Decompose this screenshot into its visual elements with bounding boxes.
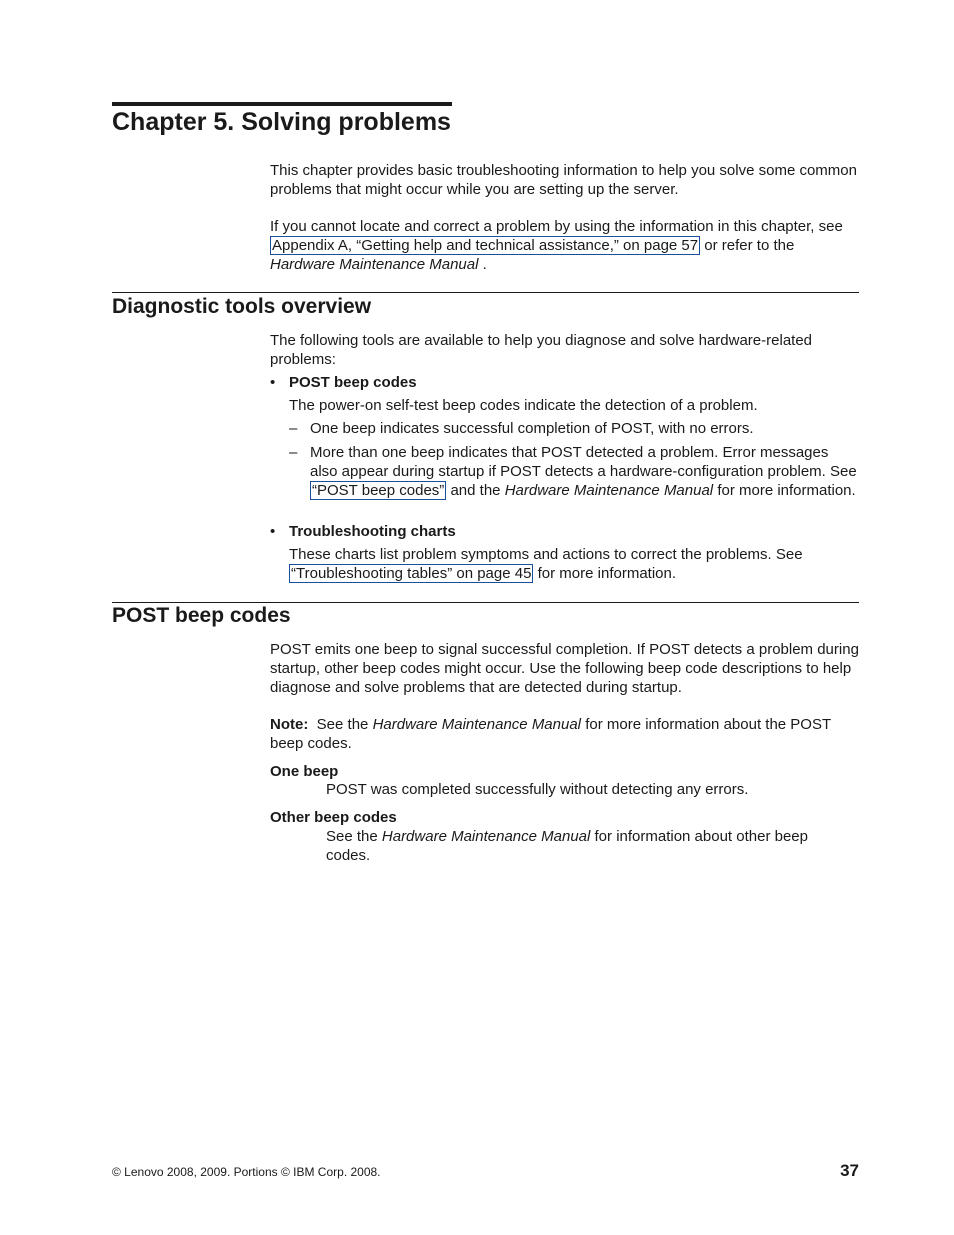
chapter-reference-pre: If you cannot locate and correct a problem by using the information in this chapter, see bbox=[270, 218, 843, 235]
chapter-reference-end: . bbox=[482, 256, 487, 273]
post-intro: POST emits one beep to signal successful completion. If POST detects a problem during startup, other beep codes might occur. Use the following beep code descriptions to help diagnose and solve problems that are detected during startup. bbox=[270, 641, 859, 696]
diagnostic-section-rule bbox=[112, 292, 859, 293]
chapter-reference-mid: or refer to the bbox=[704, 237, 795, 254]
other-end: for information about other beep codes. bbox=[326, 828, 808, 864]
troubleshooting-charts-desc bbox=[289, 545, 849, 583]
chapter-intro-text: This chapter provides basic troubleshooting information to help you solve some common problems that might occur while you are setting up the server. bbox=[270, 162, 857, 198]
hardware-manual-title: Hardware Maintenance Manual bbox=[381, 828, 591, 845]
chapter-title: Chapter 5. Solving problems bbox=[112, 108, 451, 136]
bullet-glyph: • bbox=[270, 523, 276, 540]
post-beep-codes-item-title: POST beep codes bbox=[289, 374, 417, 391]
note-end: for more information about the POST beep codes. bbox=[270, 716, 831, 752]
note-pre: See the bbox=[316, 716, 369, 733]
appendix-a-link[interactable]: Appendix A, “Getting help and technical assistance,” on page 57 bbox=[272, 237, 699, 254]
diagnostic-section-title: Diagnostic tools overview bbox=[112, 295, 372, 318]
bullet-glyph: • bbox=[270, 374, 276, 391]
hardware-manual-title: Hardware Maintenance Manual bbox=[504, 482, 714, 499]
post-beep-codes-link[interactable]: “POST beep codes” bbox=[312, 482, 445, 499]
diagnostic-intro: The following tools are available to help you diagnose and solve hardware-related problems: bbox=[270, 332, 813, 368]
other-pre: See the bbox=[326, 828, 378, 845]
post-note bbox=[270, 715, 860, 753]
troubleshooting-charts-item-title: Troubleshooting charts bbox=[289, 523, 456, 540]
multiple-beeps-end: for more information. bbox=[717, 482, 856, 499]
multiple-beeps-mid: and the bbox=[450, 482, 501, 499]
troubleshooting-charts-end: for more information. bbox=[537, 565, 677, 582]
copyright-footer: © Lenovo 2008, 2009. Portions © IBM Corp. 2008. bbox=[112, 1165, 381, 1179]
page-number: 37 bbox=[840, 1161, 859, 1180]
other-beep-codes-desc bbox=[326, 827, 856, 865]
chapter-intro-paragraph bbox=[270, 161, 860, 199]
post-section-title: POST beep codes bbox=[112, 604, 291, 627]
post-section-rule bbox=[112, 602, 859, 603]
note-label: Note: bbox=[270, 716, 309, 733]
dash-glyph: – bbox=[289, 420, 298, 437]
post-beep-codes-item-desc: The power-on self-test beep codes indicate the detection of a problem. bbox=[289, 397, 758, 414]
multiple-beeps-item bbox=[310, 443, 860, 500]
hardware-manual-title: Hardware Maintenance Manual bbox=[372, 716, 582, 733]
dash-glyph: – bbox=[289, 444, 298, 461]
troubleshooting-tables-link[interactable]: “Troubleshooting tables” on page 45 bbox=[291, 565, 532, 582]
troubleshooting-charts-pre: These charts list problem symptoms and actions to correct the problems. See bbox=[289, 546, 803, 563]
one-beep-term: One beep bbox=[270, 763, 339, 780]
one-beep-desc: POST was completed successfully without detecting any errors. bbox=[326, 781, 749, 798]
one-beep-item: One beep indicates successful completion of POST, with no errors. bbox=[310, 420, 754, 437]
other-beep-codes-term: Other beep codes bbox=[270, 809, 397, 826]
chapter-rule bbox=[112, 102, 452, 106]
hardware-manual-title: Hardware Maintenance Manual bbox=[270, 256, 479, 273]
chapter-reference-paragraph bbox=[270, 217, 860, 274]
multiple-beeps-pre: More than one beep indicates that POST detected a problem. Error messages also appear during startup if POST detects a hardware-configuration problem. See bbox=[310, 444, 857, 480]
